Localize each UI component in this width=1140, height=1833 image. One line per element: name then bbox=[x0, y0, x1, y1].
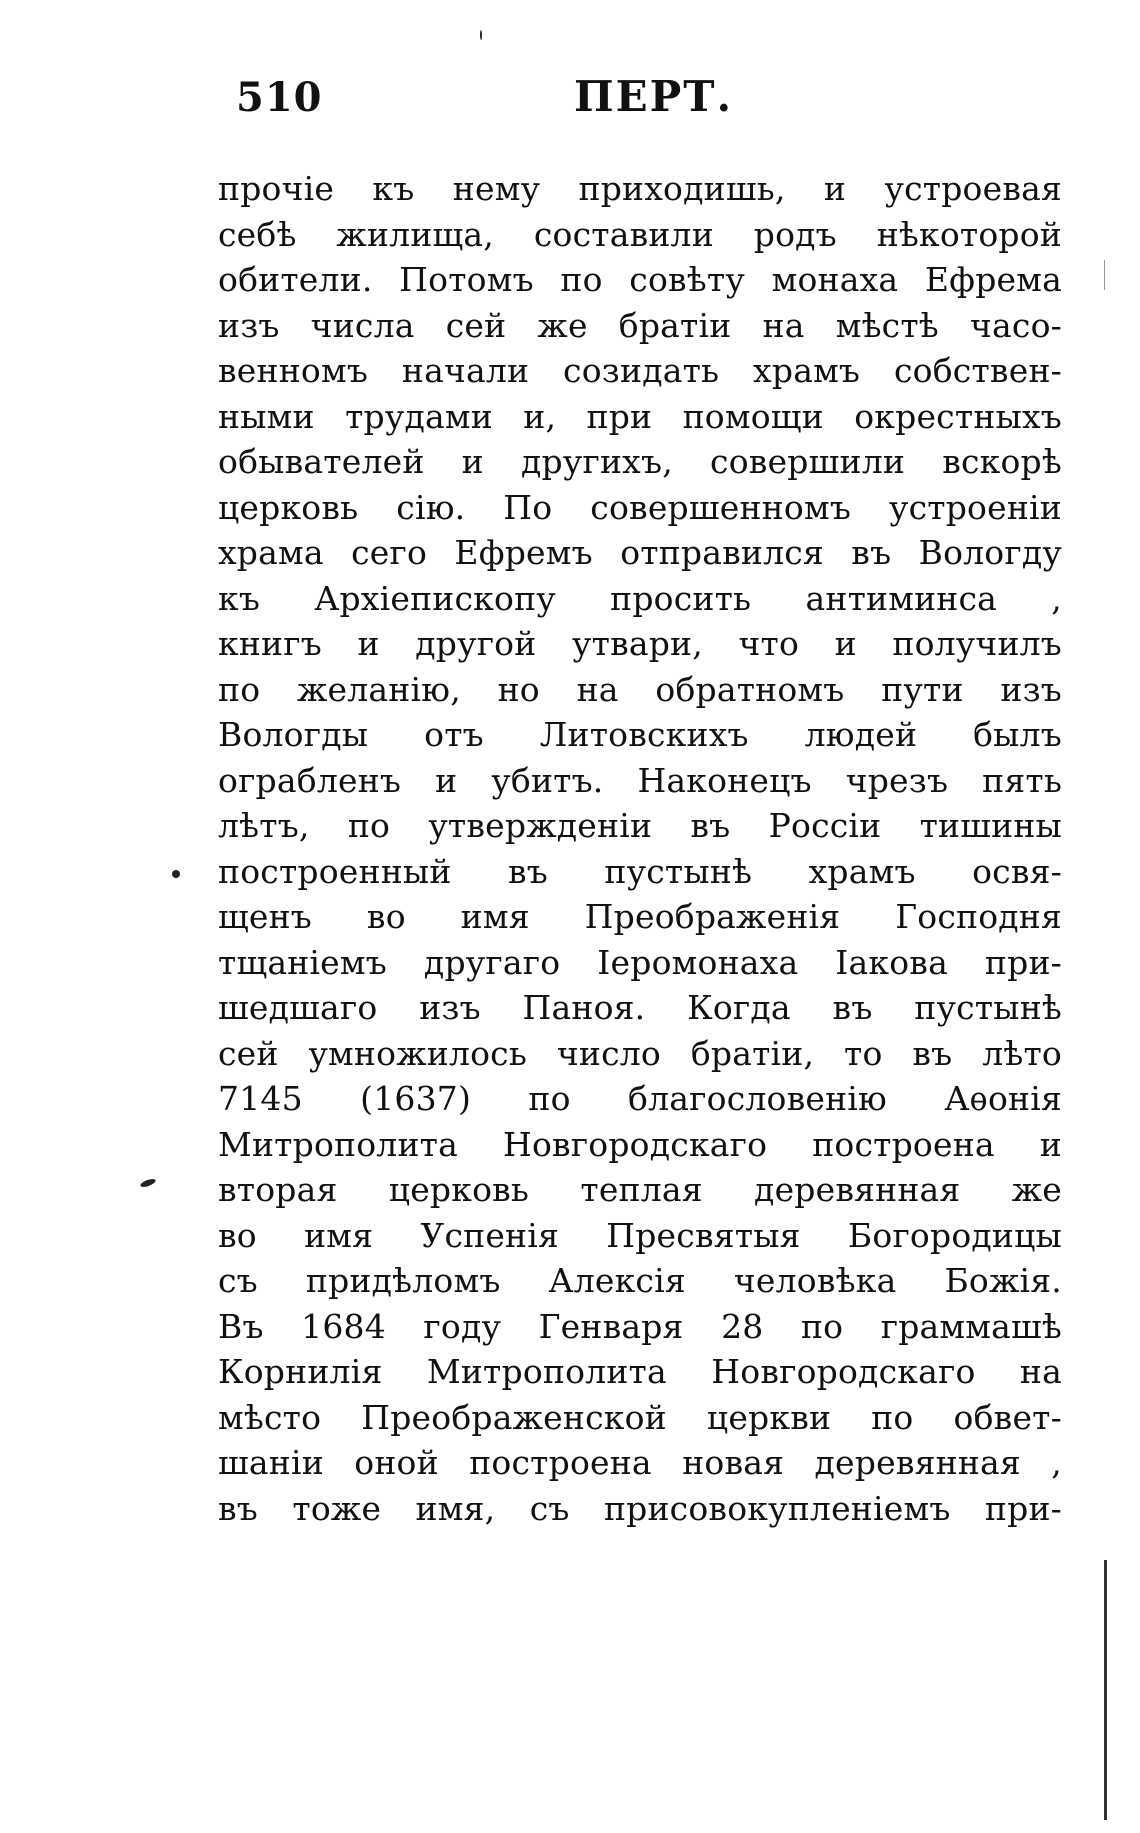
text-line: книгъ и другой утвари, что и получилъ bbox=[218, 624, 1062, 663]
text-line: храма сего Ефремъ отправился въ Вологду bbox=[218, 533, 1062, 572]
text-line: въ тоже имя, съ присовокупленіемъ при- bbox=[218, 1488, 1062, 1528]
page-edge-line bbox=[1104, 1560, 1107, 1820]
text-line: съ придѣломъ Алексія человѣка Божія. bbox=[218, 1261, 1062, 1300]
text-line: къ Архіепископу просить антиминса , bbox=[218, 578, 1062, 618]
text-line: сей умножилось число братіи, то въ лѣто bbox=[218, 1033, 1062, 1073]
scan-speck bbox=[172, 870, 180, 878]
body-text bbox=[218, 166, 1062, 1531]
text-line: по желанію, но на обратномъ пути изъ bbox=[218, 669, 1062, 709]
scan-speck bbox=[139, 1177, 156, 1188]
text-line: себѣ жилища, составили родъ нѣкоторой bbox=[218, 214, 1062, 254]
text-line: обывателей и другихъ, совершили вскорѣ bbox=[218, 442, 1062, 481]
text-line: тщаніемъ другаго Іеромонаха Іакова при- bbox=[218, 942, 1062, 982]
text-line: шаніи оной построена новая деревянная , bbox=[218, 1443, 1062, 1482]
text-line: церковь сію. По совершенномъ устроеніи bbox=[218, 487, 1062, 527]
text-line: шедшаго изъ Паноя. Когда въ пустынѣ bbox=[218, 988, 1062, 1027]
text-line: ными трудами и, при помощи окрестныхъ bbox=[218, 396, 1062, 436]
text-line: 7145 (1637) по благословенію Аѳонія bbox=[218, 1079, 1062, 1118]
text-line: обители. Потомъ по совѣту монаха Ефрема bbox=[218, 260, 1062, 299]
text-line: Корнилія Митрополита Новгородскаго на bbox=[218, 1352, 1062, 1391]
text-line: построенный въ пустынѣ храмъ освя- bbox=[218, 851, 1062, 891]
text-line: вторая церковь теплая деревянная же bbox=[218, 1170, 1062, 1209]
running-head bbox=[232, 70, 1072, 130]
text-line: лѣтъ, по утвержденіи въ Россіи тишины bbox=[218, 806, 1062, 845]
page-edge-line bbox=[1104, 260, 1105, 290]
text-line: во имя Успенія Пресвятыя Богородицы bbox=[218, 1215, 1062, 1255]
text-line: мѣсто Преображенской церкви по обвет- bbox=[218, 1397, 1062, 1437]
running-title: ПЕРТ. bbox=[574, 72, 734, 121]
text-line: Въ 1684 году Генваря 28 по граммашѣ bbox=[218, 1306, 1062, 1346]
text-line: прочіе къ нему приходишь, и устроевая bbox=[218, 169, 1062, 208]
text-line: ограбленъ и убитъ. Наконецъ чрезъ пять bbox=[218, 760, 1062, 800]
text-line: Митрополита Новгородскаго построена и bbox=[218, 1124, 1062, 1164]
text-line: изъ числа сей же братіи на мѣстѣ часо- bbox=[218, 305, 1062, 345]
text-line: Вологды отъ Литовскихъ людей былъ bbox=[218, 715, 1062, 754]
text-line: щенъ во имя Преображенія Господня bbox=[218, 897, 1062, 936]
scan-speck bbox=[480, 30, 482, 40]
page-number: 510 bbox=[236, 74, 323, 121]
text-line: венномъ начали созидать храмъ собствен- bbox=[218, 351, 1062, 390]
